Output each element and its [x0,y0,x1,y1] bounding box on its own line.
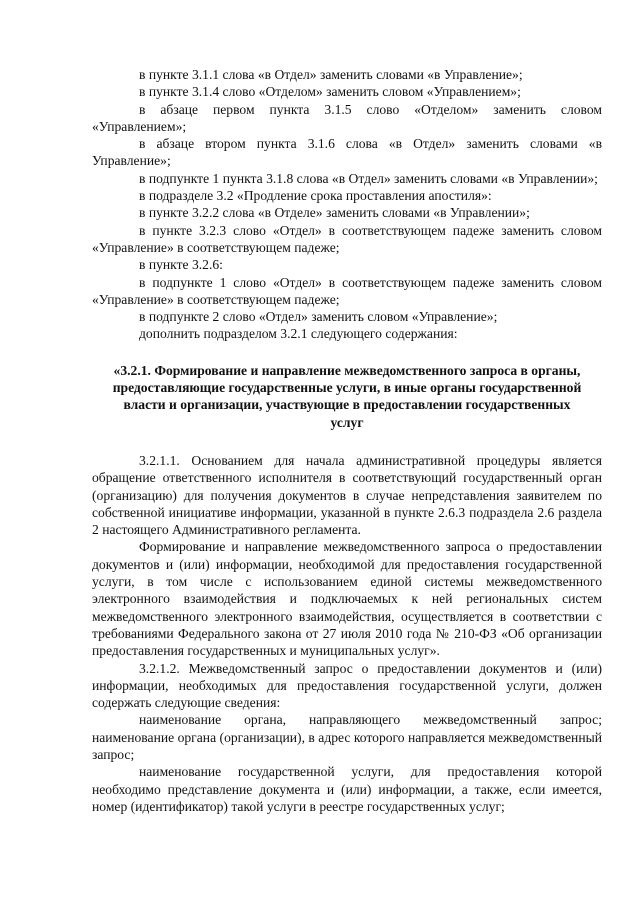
amendment-paragraph: в подпункте 2 слово «Отдел» заменить словом «Управление»; [139,309,498,325]
amendment-paragraph: в пункте 3.2.6: [139,257,223,273]
section-paragraph: 3.2.1.1. Основанием для начала административной процедуры является обращение ответственного исполнителя в соответствующий государственный орган (организацию) для получения документов в случае непредставления заявителем по собственной инициативе информации, указанной в пункте 2.6.3 подраздела 2.6 раздела 2 настоящего Административного регламента. [92,452,602,538]
amendment-paragraph: в пункте 3.1.1 слова «в Отдел» заменить словами «в Управление»; [139,67,523,82]
amendment-paragraph: в абзаце втором пункта 3.1.6 слова «в Отдел» заменить словами «в Управление»; [92,136,602,169]
amendment-paragraph: в пункте 3.2.3 слово «Отдел» в соответствующем падеже заменить словом «Управление» в соответствующем падеже; [92,222,602,255]
section-paragraph: наименование органа, направляющего межведомственный запрос; наименование органа (организации), в адрес которого направляется межведомственный запрос; [92,712,602,762]
amendment-paragraph: в пункте 3.2.2 слова «в Отделе» заменить словами «в Управлении»; [139,205,530,221]
section-paragraph: наименование государственной услуги, для предоставления которой необходимо представление документа и (или) информации, а также, если имеется, номер (идентификатор) такой услуги в реестре государственных услуг; [92,764,602,814]
amendment-paragraph: в пункте 3.1.4 слово «Отделом» заменить словом «Управлением»; [139,84,521,100]
amendment-paragraph: в подпункте 1 пункта 3.1.8 слова «в Отдел» заменить словами «в Управлении»; [139,170,598,186]
amendment-paragraph: дополнить подразделом 3.2.1 следующего содержания: [139,326,458,342]
section-heading: «3.2.1. Формирование и направление межведомственного запроса в органы, предоставляющие государственные услуги, в иные органы государственной власти и организации, участвующие в предоставлении государственных услуг [112,362,582,430]
amendment-paragraph: в подпункте 1 слово «Отдел» в соответствующем падеже заменить словом «Управление» в соответствующем падеже; [92,274,602,307]
amendment-paragraph: в подразделе 3.2 «Продление срока проставления апостиля»: [139,188,492,204]
section-paragraph: 3.2.1.2. Межведомственный запрос о предоставлении документов и (или) информации, необходимых для предоставления государственной услуги, должен содержать следующие сведения: [92,660,602,711]
amendment-paragraph: в абзаце первом пункта 3.1.5 слово «Отделом» заменить словом «Управлением»; [92,101,602,134]
document-body [92,66,602,815]
section-paragraph: Формирование и направление межведомственного запроса о предоставлении документов и (или) информации, необходимой для предоставления государственной услуги, в том числе с использованием единой системы межведомственного электронного взаимодействия и подключаемых к ней региональных систем межведомственного электронного взаимодействия, осуществляется в соответствии с требованиями Федерального закона от 27 июля 2010 года № 210-ФЗ «Об организации предоставления государственных и муниципальных услуг». [92,539,602,659]
